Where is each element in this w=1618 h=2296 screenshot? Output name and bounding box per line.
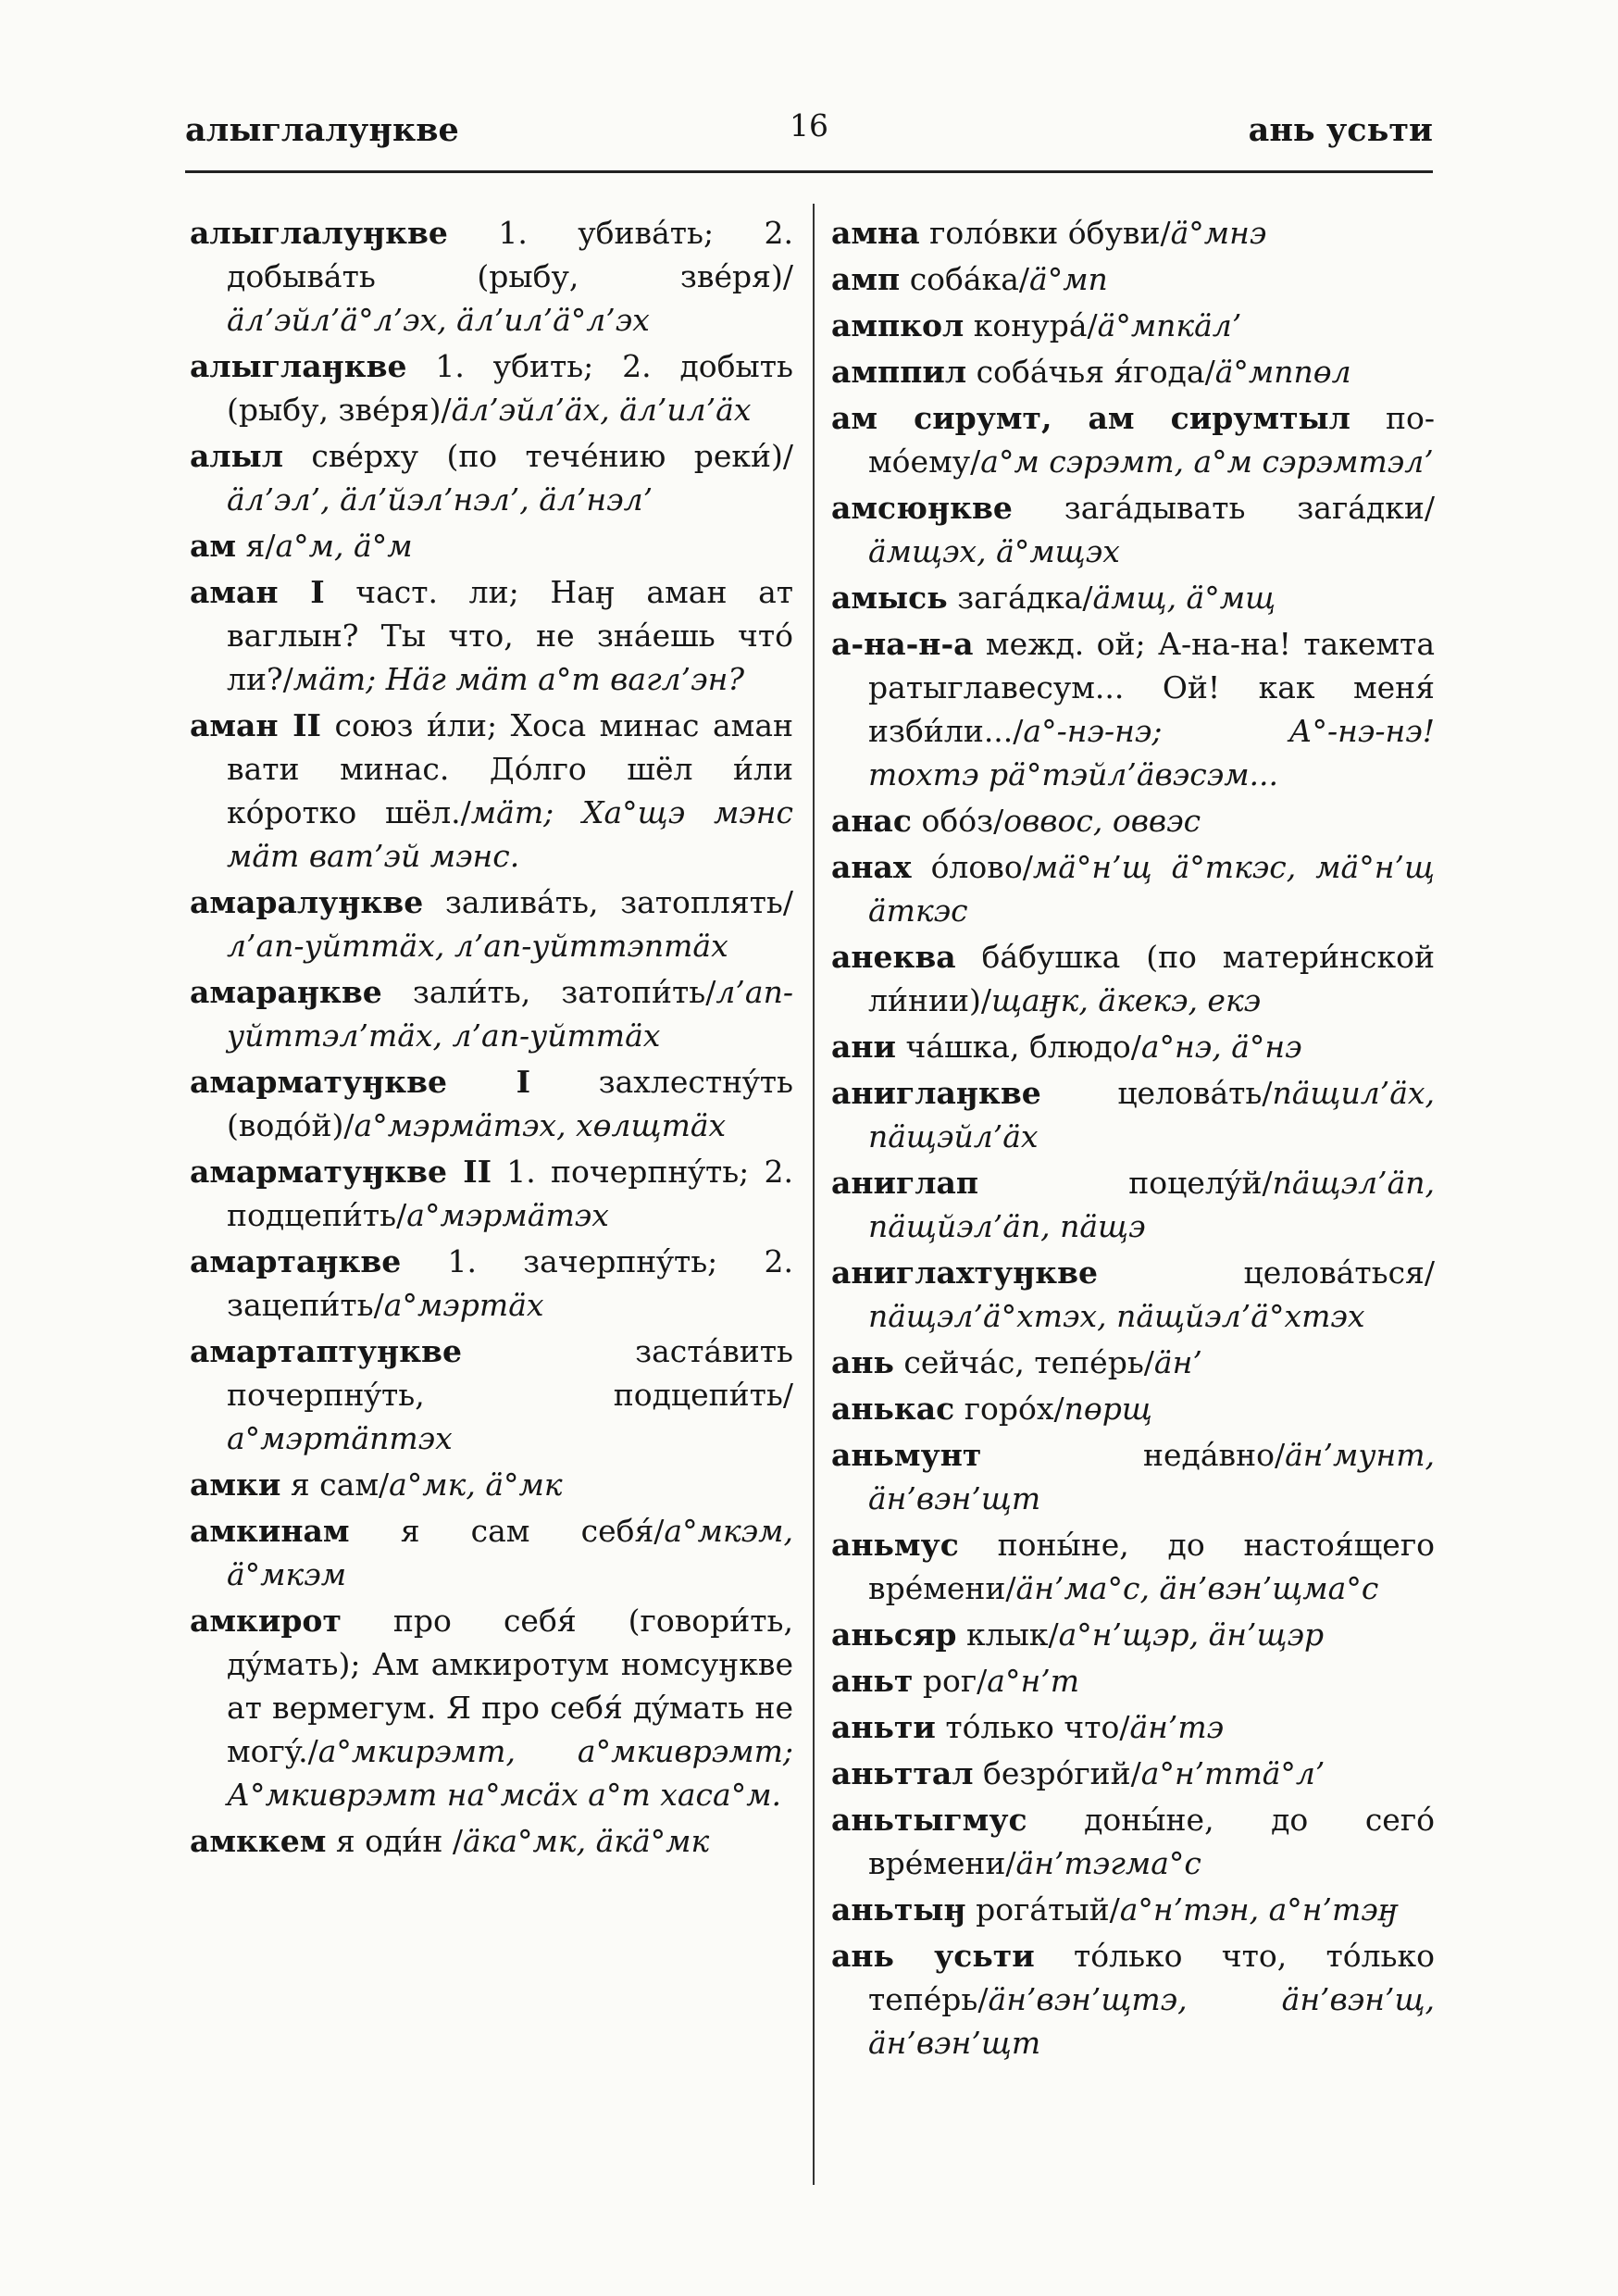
headword: амки	[190, 1466, 281, 1503]
translation: äн’тэ	[1129, 1709, 1225, 1745]
headword: а-на-н-а	[831, 626, 974, 662]
dictionary-entry: ань усьти тóлько что, тóлько тепéрь/äн’вэн’щтэ, äн’вэн’щ, äн’вэн’щт	[831, 1938, 1436, 2061]
translation: а°мкирэмт, а°мкиврэмт; А°мкиврэмт на°мсäх а°т хаса°м.	[227, 1733, 793, 1813]
dictionary-entry: а-на-н-а межд. ой; А-на-на! такемта ратыглавесум... Ой! как меня́ изби́ли.../а°-нэ-нэ; А°-нэ-нэ! тохтэ рä°тэйл’äвэсэм...	[831, 626, 1435, 792]
definition: загáдывать загáдки	[1012, 490, 1425, 526]
definition: сейчáс, тепéрь	[893, 1344, 1144, 1380]
page-header	[185, 107, 1433, 167]
headword: аньт	[831, 1663, 914, 1699]
dictionary-entry: аньсяр клык/а°н’щэр, äн’щэр	[831, 1616, 1325, 1653]
translation: а°н’ттä°л’	[1140, 1755, 1326, 1791]
headword: аньсяр	[831, 1616, 957, 1653]
headword: ампкол	[831, 307, 965, 343]
translation: äн’тэгма°с	[1015, 1845, 1201, 1881]
translation: а°м, ä°м	[275, 528, 413, 564]
definition: чáшка, блюдо	[896, 1029, 1131, 1065]
translation: л’ап-уйттäх, л’ап-уйттэптäх	[227, 928, 728, 964]
headword: аньмунт	[831, 1437, 982, 1473]
translation: äн’вэн’щтэ, äн’вэн’щ, äн’вэн’щт	[868, 1981, 1435, 2061]
definition: я сам	[280, 1466, 379, 1503]
right-column	[831, 211, 1435, 2067]
definition: 1. почерпнýть; 2. подцепи́ть	[227, 1154, 793, 1233]
headword: алыглаӈкве	[190, 348, 407, 384]
definition: обóз	[912, 803, 994, 839]
running-head-right: ань усьти	[1248, 111, 1433, 149]
dictionary-entry: амки я сам/а°мк, ä°мк	[190, 1466, 563, 1503]
dictionary-entry: ам сирумт, ам сирумтыл по-мóему/а°м сэрэмт, а°м сэрэмтэл’	[831, 400, 1435, 480]
dictionary-entry: аман I част. ли; Наӈ аман ат ваглын? Ты что, не знáешь чтó ли?/мäт; Нäг мäт а°т вагл’эн?	[190, 574, 793, 697]
translation: äн’мунт, äн’вэн’щт	[868, 1437, 1435, 1516]
translation: оввос, оввэс	[1003, 803, 1201, 839]
definition: част. ли; Наӈ аман ат ваглын? Ты что, не знáешь чтó ли?	[227, 574, 793, 697]
column-divider	[813, 204, 815, 2185]
running-head-left: алыглалуӈкве	[185, 111, 459, 149]
headword: аниглаӈкве	[831, 1075, 1041, 1111]
headword: ани	[831, 1029, 897, 1065]
dictionary-entry: амараӈкве зали́ть, затопи́ть/л’ап-уйттэл’тäх, л’ап-уйттäх	[190, 974, 793, 1054]
definition: бáбушка (по матери́нской ли́нии)	[868, 939, 1435, 1018]
dictionary-entry: амкинам я сам себя́/а°мкэм, ä°мкэм	[190, 1513, 793, 1592]
translation: а°мэртäх	[383, 1287, 544, 1323]
dictionary-entry: амппил собáчья я́года/ä°мппөл	[831, 354, 1351, 390]
headword: аньтыгмус	[831, 1802, 1027, 1838]
translation: а°мэртäптэх	[227, 1420, 453, 1456]
dictionary-entry: амсюӈкве загáдывать загáдки/äмщэх, ä°мщэх	[831, 490, 1435, 569]
headword: алыглалуӈкве	[190, 215, 448, 251]
headword: амарматуӈкве II	[190, 1154, 492, 1190]
translation: äн’	[1153, 1344, 1202, 1380]
headword: амккем	[190, 1823, 327, 1859]
definition: заливáть, затоплять	[423, 884, 783, 920]
definition: клык	[956, 1616, 1049, 1653]
dictionary-entry: ам я/а°м, ä°м	[190, 528, 413, 564]
translation: äл’эйл’äх, äл’ил’äх	[451, 392, 752, 428]
definition: безрóгий	[973, 1755, 1131, 1791]
translation: а°мк, ä°мк	[389, 1466, 563, 1503]
dictionary-entry: анеква бáбушка (по матери́нской ли́нии)/щаӈк, äкекэ, екэ	[831, 939, 1435, 1018]
headword: амартаӈкве	[190, 1243, 402, 1279]
dictionary-entry: аньттал безрóгий/а°н’ттä°л’	[831, 1755, 1326, 1791]
translation: л’ап-уйттэл’тäх, л’ап-уйттäх	[227, 974, 793, 1054]
dictionary-entry: амартаптуӈкве застáвить почерпнýть, подцепи́ть/а°мэртäптэх	[190, 1333, 793, 1456]
dictionary-entry: алыглалуӈкве 1. убивáть; 2. добывáть (рыбу, звéря)/äл’эйл’ä°л’эх, äл’ил’ä°л’эх	[190, 215, 793, 338]
headword: аниглап	[831, 1165, 979, 1201]
headword: анас	[831, 803, 913, 839]
definition: загáдка	[947, 580, 1083, 616]
translation: ä°мпкäл’	[1097, 307, 1242, 343]
definition: рог	[913, 1663, 977, 1699]
definition: межд. ой; А-на-на! такемта ратыглавесум... Ой! как меня́ изби́ли...	[868, 626, 1435, 749]
definition: я	[236, 528, 266, 564]
translation: ä°мп	[1029, 261, 1108, 297]
definition: целовáться	[1098, 1254, 1425, 1291]
translation: ä°мппөл	[1214, 354, 1351, 390]
dictionary-entry: ань сейчáс, тепéрь/äн’	[831, 1344, 1202, 1380]
definition: 1. убить; 2. добыть (рыбу, звéря)	[227, 348, 793, 428]
headword: аньмус	[831, 1527, 959, 1563]
translation: а°мкэм, ä°мкэм	[227, 1513, 793, 1592]
headword: амаралуӈкве	[190, 884, 424, 920]
definition: горóх	[954, 1391, 1054, 1427]
definition: я сам себя́	[349, 1513, 654, 1549]
dictionary-entry: аньмунт недáвно/äн’мунт, äн’вэн’щт	[831, 1437, 1435, 1516]
headword: амна	[831, 215, 920, 251]
translation: ä°мнэ	[1170, 215, 1267, 251]
headword: ам	[190, 528, 237, 564]
translation: äка°мк, äкä°мк	[462, 1823, 710, 1859]
headword: аньттал	[831, 1755, 974, 1791]
dictionary-entry: ампкол конурá/ä°мпкäл’	[831, 307, 1242, 343]
dictionary-entry: аньтыӈ рогáтый/а°н’тэн, а°н’тэӈ	[831, 1891, 1399, 1928]
headword: ань усьти	[831, 1938, 1035, 1974]
dictionary-entry: амарматуӈкве II 1. почерпнýть; 2. подцепи́ть/а°мэрмäтэх	[190, 1154, 793, 1233]
dictionary-entry: аман II союз и́ли; Хоса минас аман вати минас. Дóлго шёл и́ли кóротко шёл./мäт; Ха°щэ мэнс мäт ват’эй мэнс.	[190, 707, 794, 874]
definition: рогáтый	[965, 1891, 1110, 1928]
definition: óлово	[911, 849, 1023, 885]
headword: анькас	[831, 1391, 955, 1427]
headword: аман I	[190, 574, 325, 610]
translation: äн’ма°с, äн’вэн’щма°с	[1015, 1570, 1379, 1606]
headword: амп	[831, 261, 901, 297]
headword: амкирот	[190, 1603, 342, 1639]
definition: 1. убивáть; 2. добывáть (рыбу, звéря)	[227, 215, 793, 294]
definition: 1. зачерпнýть; 2. зацепи́ть	[227, 1243, 793, 1323]
dictionary-entry: анас обóз/оввос, оввэс	[831, 803, 1201, 839]
headword: ань	[831, 1344, 894, 1380]
headword: амкинам	[190, 1513, 350, 1549]
dictionary-entry: амккем я оди́н /äка°мк, äкä°мк	[190, 1823, 710, 1859]
translation: äл’эл’, äл’йэл’нэл’, äл’нэл’	[227, 481, 653, 518]
translation: мä°н’щ ä°ткэс, мä°н’щ äткэс	[868, 849, 1435, 929]
dictionary-entry: амна голóвки óбуви/ä°мнэ	[831, 215, 1267, 251]
translation: а°-нэ-нэ; А°-нэ-нэ! тохтэ рä°тэйл’äвэсэм...	[868, 713, 1435, 792]
dictionary-entry: аниглап поцелýй/пäщэл’äп, пäщйэл’äп, пäщэ	[831, 1165, 1435, 1244]
headword: аньтыӈ	[831, 1891, 966, 1928]
definition: про себя́ (говори́ть, дýмать); Ам амкиротум номсуӈкве ат вермегум. Я про себя́ дýмать не могý.	[227, 1603, 793, 1769]
definition: зали́ть, затопи́ть	[381, 974, 706, 1010]
translation: а°мэрмäтэх, хөлщтäх	[354, 1107, 727, 1143]
definition: поцелýй	[978, 1165, 1263, 1201]
translation: а°н’тэн, а°н’тэӈ	[1119, 1891, 1399, 1928]
headword: аниглахтуӈкве	[831, 1254, 1099, 1291]
headword: амараӈкве	[190, 974, 382, 1010]
dictionary-entry: аниглахтуӈкве целовáться/пäщэл’ä°хтэх, пäщйэл’ä°хтэх	[831, 1254, 1435, 1334]
translation: а°н’щэр, äн’щэр	[1058, 1616, 1325, 1653]
definition: доны́не, до сегó врéмени	[868, 1802, 1435, 1881]
definition: голóвки óбуви	[919, 215, 1161, 251]
translation: пäщэл’äп, пäщйэл’äп, пäщэ	[868, 1165, 1435, 1244]
definition: я оди́н	[326, 1823, 453, 1859]
dictionary-entry: анах óлово/мä°н’щ ä°ткэс, мä°н’щ äткэс	[831, 849, 1435, 929]
dictionary-entry: ани чáшка, блюдо/а°нэ, ä°нэ	[831, 1029, 1302, 1065]
left-column	[190, 211, 793, 1866]
headword: аньти	[831, 1709, 936, 1745]
page-number: 16	[790, 107, 828, 144]
dictionary-entry: амаралуӈкве заливáть, затоплять/л’ап-уйттäх, л’ап-уйттэптäх	[190, 884, 793, 964]
translation: а°нэ, ä°нэ	[1140, 1029, 1302, 1065]
dictionary-entry: амп собáка/ä°мп	[831, 261, 1108, 297]
definition: собáчья я́года	[966, 354, 1205, 390]
headword: амсюӈкве	[831, 490, 1013, 526]
translation: äмщ, ä°мщ	[1092, 580, 1276, 616]
definition: недáвно	[981, 1437, 1275, 1473]
definition: по-мóему	[868, 400, 1435, 480]
definition: конурá	[964, 307, 1088, 343]
definition: захлестнýть (водóй)	[227, 1064, 793, 1143]
translation: пөрщ	[1064, 1391, 1152, 1427]
translation: а°н’т	[987, 1663, 1079, 1699]
definition: собáка	[900, 261, 1019, 297]
definition: тóлько что, тóлько тепéрь	[868, 1938, 1436, 2017]
dictionary-entry: амарматуӈкве I захлестнýть (водóй)/а°мэрмäтэх, хөлщтäх	[190, 1064, 793, 1143]
translation: пäщэл’ä°хтэх, пäщйэл’ä°хтэх	[868, 1298, 1365, 1334]
definition: тóлько что	[935, 1709, 1120, 1745]
translation: äмщэх, ä°мщэх	[868, 533, 1120, 569]
headword: алыл	[190, 438, 283, 474]
headword: анах	[831, 849, 912, 885]
headword: амысь	[831, 580, 948, 616]
headword: аман II	[190, 707, 321, 743]
dictionary-entry: анькас горóх/пөрщ	[831, 1391, 1152, 1427]
dictionary-entry: амкирот про себя́ (говори́ть, дýмать); Ам амкиротум номсуӈкве ат вермегум. Я про себя́ дýмать не могý./а°мкирэмт, а°мкиврэмт; А°мкиврэмт на°мсäх а°т хаса°м.	[190, 1603, 793, 1813]
dictionary-entry: алыглаӈкве 1. убить; 2. добыть (рыбу, звéря)/äл’эйл’äх, äл’ил’äх	[190, 348, 793, 428]
headword: амартаптуӈкве	[190, 1333, 462, 1369]
dictionary-entry: аниглаӈкве целовáть/пäщил’äх, пäщэйл’äх	[831, 1075, 1435, 1154]
headword: амарматуӈкве I	[190, 1064, 531, 1100]
headword: анеква	[831, 939, 956, 975]
translation: мäт; Ха°щэ мэнс мäт ват’эй мэнс.	[227, 794, 794, 874]
dictionary-entry: амысь загáдка/äмщ, ä°мщ	[831, 580, 1276, 616]
dictionary-entry: амартаӈкве 1. зачерпнýть; 2. зацепи́ть/а°мэртäх	[190, 1243, 793, 1323]
header-rule	[185, 170, 1433, 173]
translation: щаӈк, äкекэ, екэ	[990, 982, 1262, 1018]
dictionary-entry: аньтыгмус доны́не, до сегó врéмени/äн’тэгма°с	[831, 1802, 1435, 1881]
definition: целовáть	[1040, 1075, 1263, 1111]
translation: äл’эйл’ä°л’эх, äл’ил’ä°л’эх	[227, 302, 650, 338]
translation: пäщил’äх, пäщэйл’äх	[868, 1075, 1435, 1154]
dictionary-entry: аньт рог/а°н’т	[831, 1663, 1079, 1699]
definition: поны́не, до настоя́щего врéмени	[868, 1527, 1435, 1606]
headword: амппил	[831, 354, 967, 390]
headword: ам сирумт, ам сирумтыл	[831, 400, 1350, 436]
definition: застáвить почерпнýть, подцепи́ть	[227, 1333, 793, 1413]
dictionary-entry: алыл свéрху (по течéнию реки́)/äл’эл’, äл’йэл’нэл’, äл’нэл’	[190, 438, 793, 518]
definition: свéрху (по течéнию реки́)	[283, 438, 783, 474]
dictionary-entry: аньмус поны́не, до настоя́щего врéмени/äн’ма°с, äн’вэн’щма°с	[831, 1527, 1435, 1606]
translation: мäт; Нäг мäт а°т вагл’эн?	[292, 661, 745, 697]
translation: а°мэрмäтэх	[406, 1197, 609, 1233]
translation: а°м сэрэмт, а°м сэрэмтэл’	[980, 443, 1434, 480]
definition: союз и́ли; Хоса минас аман вати минас. Дóлго шёл и́ли кóротко шёл.	[227, 707, 793, 830]
dictionary-entry: аньти тóлько что/äн’тэ	[831, 1709, 1225, 1745]
